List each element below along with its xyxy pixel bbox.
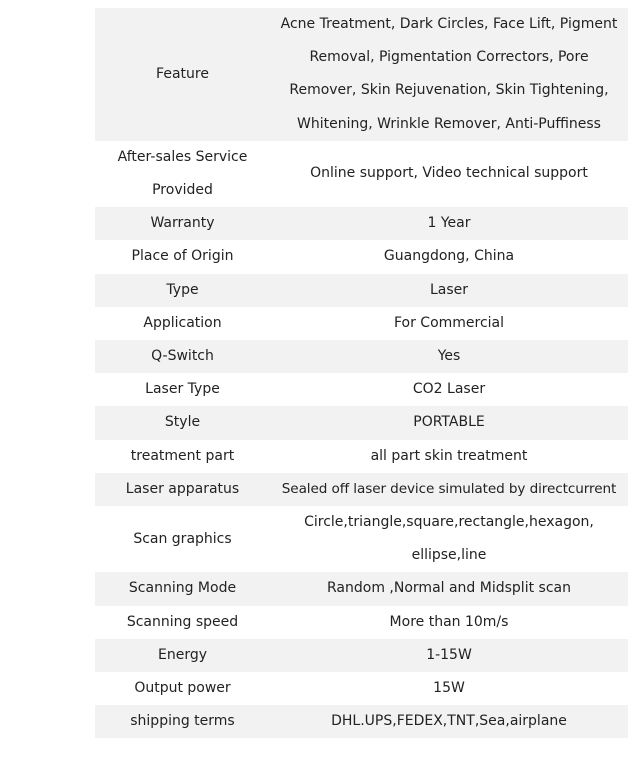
spec-label: Style — [95, 406, 270, 439]
spec-label: Type — [95, 274, 270, 307]
table-row — [95, 207, 628, 240]
table-row — [95, 373, 628, 406]
spec-label: Output power — [95, 672, 270, 705]
table-row — [95, 440, 628, 473]
spec-value: Online support, Video technical support — [270, 141, 628, 207]
spec-label: After-sales Service Provided — [95, 141, 270, 207]
table-row — [95, 672, 628, 705]
table-row — [95, 473, 628, 506]
spec-label: Laser apparatus — [95, 473, 270, 506]
spec-value: 1-15W — [270, 639, 628, 672]
spec-value: Guangdong, China — [270, 240, 628, 273]
spec-value: 1 Year — [270, 207, 628, 240]
spec-value: CO2 Laser — [270, 373, 628, 406]
spec-label: treatment part — [95, 440, 270, 473]
table-row — [95, 406, 628, 439]
spec-label: Place of Origin — [95, 240, 270, 273]
table-row — [95, 705, 628, 738]
spec-label: Scan graphics — [95, 506, 270, 572]
table-row — [95, 572, 628, 605]
spec-label: Scanning speed — [95, 606, 270, 639]
spec-label: shipping terms — [95, 705, 270, 738]
spec-value: PORTABLE — [270, 406, 628, 439]
table-row — [95, 340, 628, 373]
spec-value: For Commercial — [270, 307, 628, 340]
table-row — [95, 307, 628, 340]
spec-label: Application — [95, 307, 270, 340]
table-row — [95, 506, 628, 572]
spec-label: Warranty — [95, 207, 270, 240]
spec-label: Energy — [95, 639, 270, 672]
spec-label: Feature — [95, 8, 270, 141]
table-row — [95, 639, 628, 672]
table-row — [95, 240, 628, 273]
spec-value: Laser — [270, 274, 628, 307]
spec-label: Scanning Mode — [95, 572, 270, 605]
spec-value: Circle,triangle,square,rectangle,hexagon, ellipse,line — [270, 506, 628, 572]
table-row — [95, 8, 628, 141]
spec-value: Sealed off laser device simulated by directcurrent — [270, 473, 628, 506]
spec-label: Laser Type — [95, 373, 270, 406]
spec-value: 15W — [270, 672, 628, 705]
table-row — [95, 274, 628, 307]
spec-value: Acne Treatment, Dark Circles, Face Lift, Pigment Removal, Pigmentation Correctors, Pore Remover, Skin Rejuvenation, Skin Tightening, Whitening, Wrinkle Remover, Anti-Puffiness — [270, 8, 628, 141]
product-spec-table — [95, 8, 628, 738]
spec-value: DHL.UPS,FEDEX,TNT,Sea,airplane — [270, 705, 628, 738]
table-row — [95, 606, 628, 639]
spec-value: More than 10m/s — [270, 606, 628, 639]
table-row — [95, 141, 628, 207]
spec-value: Random ,Normal and Midsplit scan — [270, 572, 628, 605]
spec-label: Q-Switch — [95, 340, 270, 373]
spec-value: Yes — [270, 340, 628, 373]
spec-value: all part skin treatment — [270, 440, 628, 473]
